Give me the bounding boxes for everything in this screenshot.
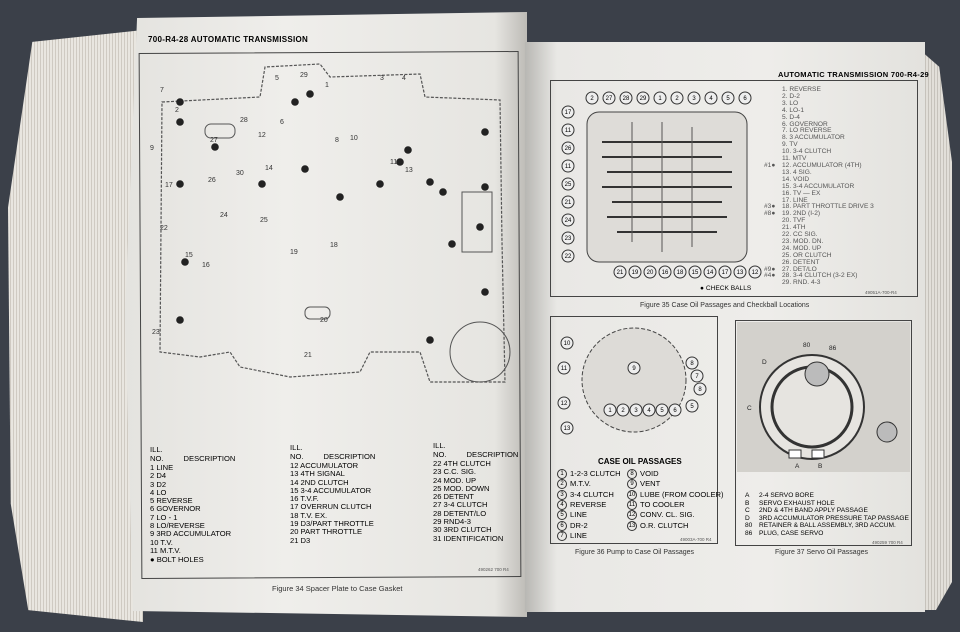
- diagram-callout: C: [747, 405, 752, 412]
- diagram-callout: 5: [275, 75, 279, 82]
- passage-item: [557, 531, 587, 541]
- legend-item-text: 22. CC SIG.: [782, 231, 818, 239]
- passage-number-circle: 4: [557, 500, 567, 510]
- legend-item: 7 LO - 1: [150, 512, 178, 522]
- servo-legend-key: D: [745, 514, 750, 522]
- case-oil-passages-diagram: [552, 82, 772, 282]
- servo-legend-item: [745, 500, 909, 508]
- bolt-hole: [426, 178, 434, 186]
- passage-text: O.R. CLUTCH: [640, 520, 689, 530]
- legend-item: 20 PART THROTTLE: [290, 527, 363, 537]
- callout-number: 20: [646, 270, 654, 276]
- passage-number-circle: 13: [628, 522, 636, 529]
- callout-number: 17: [564, 110, 572, 116]
- bolt-hole: [211, 143, 219, 151]
- passage-number-circle: 2: [557, 479, 567, 489]
- legend-item-text: 6. GOVERNOR: [782, 120, 828, 128]
- legend-ill-label: ILL.: [290, 443, 303, 452]
- diagram-callout: 7: [160, 87, 164, 94]
- callout-number: 16: [661, 270, 669, 276]
- callout-number: 2: [621, 408, 625, 414]
- legend-item: 30 3RD CLUTCH: [433, 525, 492, 535]
- diagram-callout: 6: [280, 119, 284, 126]
- servo-legend-key: B: [745, 499, 750, 507]
- legend-no-label: NO.: [290, 452, 304, 461]
- legend-item-text: 17. LINE: [782, 196, 808, 204]
- legend-item-text: 4. LO-1: [782, 106, 804, 114]
- passage-item: [627, 510, 695, 520]
- passage-text: LINE: [570, 530, 587, 540]
- legend-item-text: 19. 2ND (I-2): [782, 210, 821, 218]
- callout-number: 21: [564, 200, 572, 206]
- legend-desc-label: DESCRIPTION: [183, 454, 236, 463]
- bolt-hole: [396, 158, 404, 166]
- passage-item: [557, 490, 614, 500]
- diagram-callout: 17: [165, 182, 173, 189]
- legend-item: 26 DETENT: [433, 492, 474, 502]
- servo-legend-key: 80: [745, 522, 753, 530]
- legend-no-label: NO.: [433, 450, 447, 459]
- legend-no-label: NO.: [150, 454, 164, 463]
- bolt-hole: [481, 128, 489, 136]
- legend-item-text: 9. TV: [782, 141, 798, 149]
- callout-number: 24: [564, 218, 572, 224]
- servo-oil-passages-diagram: [737, 322, 910, 472]
- figure-35-id: 49051A-700-R4: [865, 290, 897, 295]
- callout-number: 28: [622, 96, 630, 102]
- passage-text: DR-2: [570, 520, 588, 530]
- callout-number: 21: [616, 270, 624, 276]
- diagram-callout: 10: [350, 135, 358, 142]
- legend-item-text: 2. D-2: [782, 92, 800, 100]
- checkball-marker: #9●: [764, 265, 776, 273]
- bolt-holes-legend: ● BOLT HOLES: [150, 555, 204, 565]
- diagram-callout: 86: [829, 345, 837, 352]
- legend-item-text: 14. VOID: [782, 175, 810, 183]
- servo-legend-text: 3RD ACCUMULATOR PRESSURE TAP PASSAGE: [759, 514, 909, 522]
- legend-item-text: 10. 3-4 CLUTCH: [782, 148, 832, 156]
- callout-number: 29: [639, 96, 647, 102]
- legend-ill-label: ILL.: [433, 441, 446, 450]
- legend-item: 16 T.V.F.: [290, 494, 319, 504]
- callout-number: 6: [673, 408, 677, 414]
- legend-header: [150, 445, 235, 463]
- passage-item: [557, 469, 621, 479]
- legend-item-text: 25. OR CLUTCH: [782, 251, 832, 259]
- legend-item-text: 8. 3 ACCUMULATOR: [782, 134, 845, 142]
- callout-number: 5: [660, 408, 664, 414]
- callout-number: 13: [563, 426, 571, 432]
- legend-item: 23 C.C. SIG.: [433, 467, 477, 477]
- passage-number-circle: 6: [557, 521, 567, 531]
- bolt-hole: [176, 316, 184, 324]
- legend-item: 4 LO: [150, 487, 167, 497]
- legend-item-text: 20. TVF: [782, 217, 806, 225]
- legend-item: 5 REVERSE: [150, 496, 193, 506]
- legend-item: [782, 280, 874, 287]
- callout-number: 11: [564, 128, 572, 134]
- diagram-callout: 27: [210, 137, 218, 144]
- figure-36-id: 49003A-700 R4: [680, 537, 712, 542]
- legend-item: 14 2ND CLUTCH: [290, 477, 349, 487]
- passage-text: LUBE (FROM COOLER): [640, 489, 724, 499]
- legend-column: [290, 443, 375, 545]
- legend-item-text: 23. MOD. DN.: [782, 237, 824, 245]
- legend-desc-label: DESCRIPTION: [323, 452, 376, 461]
- bolt-hole: [426, 336, 434, 344]
- legend-item-text: 26. DETENT: [782, 258, 820, 266]
- callout-number: 19: [631, 270, 639, 276]
- diagram-callout: 18: [330, 242, 338, 249]
- diagram-callout: 24: [220, 212, 228, 219]
- diagram-callout: 30: [236, 170, 244, 177]
- diagram-callout: 4: [402, 75, 406, 82]
- legend-item: 8 LO/REVERSE: [150, 521, 205, 531]
- passage-number-circle: 10: [628, 491, 636, 498]
- callout-number: 2: [675, 96, 679, 102]
- figure-37-id: 490259 700 R4: [872, 540, 903, 545]
- callout-number: 12: [560, 401, 568, 407]
- servo-legend-text: 2ND & 4TH BAND APPLY PASSAGE: [759, 507, 868, 515]
- legend-item: 22 4TH CLUTCH: [433, 459, 491, 468]
- legend-item: 15 3-4 ACCUMULATOR: [290, 485, 372, 495]
- passage-text: CONV. CL. SIG.: [640, 510, 695, 520]
- callout-number: 5: [690, 404, 694, 410]
- legend-item: 13 4TH SIGNAL: [290, 469, 345, 479]
- legend-item-text: 3. LO: [782, 99, 799, 107]
- bolt-hole: [404, 146, 412, 154]
- legend-item: 31 IDENTIFICATION: [433, 533, 504, 543]
- callout-number: 25: [564, 182, 572, 188]
- callout-number: 7: [695, 374, 699, 380]
- servo-legend-text: RETAINER & BALL ASSEMBLY, 3RD ACCUM.: [759, 522, 896, 530]
- bolt-hole: [481, 288, 489, 296]
- passage-number-circle: 1: [557, 469, 567, 479]
- bolt-hole: [291, 98, 299, 106]
- legend-item: 1 LINE: [150, 463, 174, 472]
- legend-no-desc: [290, 452, 375, 461]
- callout-number: 5: [726, 96, 730, 102]
- case-oil-passages-title: CASE OIL PASSAGES: [598, 457, 682, 466]
- passage-text: VOID: [640, 469, 659, 478]
- diagram-callout: 28: [240, 117, 248, 124]
- passage-number-circle: 11: [628, 501, 636, 508]
- bolt-hole: [336, 193, 344, 201]
- callout-number: 8: [690, 361, 694, 367]
- book-page-edges: [8, 30, 143, 622]
- bolt-hole: [181, 258, 189, 266]
- legend-item-text: 1. REVERSE: [782, 86, 821, 93]
- bolt-hole: [258, 180, 266, 188]
- legend-item: 29 RND4-3: [433, 517, 471, 527]
- passage-text: M.T.V.: [570, 479, 591, 489]
- legend-item: 12 ACCUMULATOR: [290, 461, 359, 470]
- legend-item: 18 T.V. EX.: [290, 510, 328, 520]
- callout-number: 11: [564, 164, 572, 170]
- legend-item: 28 DETENT/LO: [433, 508, 487, 518]
- callout-number: 3: [692, 96, 696, 102]
- diagram-callout: B: [818, 463, 823, 470]
- figure-34-caption: Figure 34 Spacer Plate to Case Gasket: [272, 584, 403, 593]
- callout-number: 1: [658, 96, 662, 102]
- legend-item: 21 D3: [290, 535, 311, 545]
- callout-number: 2: [590, 96, 594, 102]
- legend-desc-label: DESCRIPTION: [466, 450, 519, 459]
- diagram-callout: 21: [304, 352, 312, 359]
- servo-legend-text: PLUG, CASE SERVO: [759, 529, 824, 537]
- legend-item: 25 MOD. DOWN: [433, 483, 490, 493]
- figure-35-caption: Figure 35 Case Oil Passages and Checkball Locations: [640, 302, 810, 309]
- diagram-callout: 23: [152, 329, 160, 336]
- servo-legend-text: 2-4 SERVO BORE: [759, 492, 814, 499]
- diagram-callout: 15: [185, 252, 193, 259]
- diagram-callout: 20: [320, 317, 328, 324]
- passage-number-circle: 8: [627, 469, 637, 479]
- diagram-callout: 12: [258, 132, 266, 139]
- diagram-callout: 14: [265, 165, 273, 172]
- diagram-callout: 22: [160, 225, 168, 232]
- legend-item-text: 16. TV — EX: [782, 189, 821, 197]
- legend-item-text: 21. 4TH: [782, 224, 806, 232]
- passage-item: [557, 521, 588, 531]
- passage-number-circle: 7: [557, 531, 567, 541]
- callout-number: 4: [647, 408, 651, 414]
- spacer-plate-diagram: [140, 52, 520, 402]
- bolt-hole: [301, 165, 309, 173]
- passage-number-circle: 12: [628, 512, 636, 519]
- callout-number: 11: [560, 366, 568, 372]
- passage-text: 3-4 CLUTCH: [570, 489, 614, 499]
- servo-legend-item: [745, 522, 909, 530]
- legend-item: 11 M.T.V.: [150, 545, 181, 555]
- diagram-callout: 13: [405, 167, 413, 174]
- passage-item: [627, 479, 660, 489]
- diagram-callout: 8: [335, 137, 339, 144]
- check-balls-legend: ● CHECK BALLS: [700, 285, 752, 292]
- checkball-marker: #4●: [764, 272, 776, 280]
- servo-legend-key: C: [745, 507, 750, 515]
- diagram-callout: 16: [202, 262, 210, 269]
- servo-legend-text: SERVO EXHAUST HOLE: [759, 499, 835, 507]
- figure-34-id: 490262 700 R4: [478, 567, 509, 572]
- diagram-callout: 11: [390, 159, 398, 166]
- callout-number: 6: [743, 96, 747, 102]
- legend-item: 9 3RD ACCUMULATOR: [150, 529, 232, 539]
- legend-item: 10 T.V.: [150, 537, 173, 547]
- callout-number: 26: [564, 146, 572, 152]
- passage-item: [627, 500, 685, 510]
- servo-legend-item: [745, 507, 909, 515]
- legend-header: [290, 443, 375, 461]
- bolt-hole: [176, 118, 184, 126]
- legend-item: 27 3-4 CLUTCH: [433, 500, 488, 510]
- callout-number: 13: [736, 270, 744, 276]
- check-balls-label: CHECK BALLS: [705, 285, 752, 292]
- legend-item-text: 18. PART THROTTLE DRIVE 3: [782, 203, 874, 211]
- passage-number-circle: 9: [627, 479, 637, 489]
- legend-item-text: 5. D-4: [782, 113, 800, 121]
- checkball-marker: #1●: [764, 161, 776, 169]
- legend-item: 24 MOD. UP: [433, 475, 477, 485]
- bolt-hole: [448, 240, 456, 248]
- right-page-header: AUTOMATIC TRANSMISSION 700-R4-29: [778, 70, 930, 79]
- legend-item-text: 15. 3-4 ACCUMULATOR: [782, 182, 855, 190]
- callout-number: 18: [676, 270, 684, 276]
- legend-item: 3 D2: [150, 479, 167, 489]
- passage-item: [627, 469, 659, 479]
- callout-number: 17: [721, 270, 729, 276]
- passage-text: REVERSE: [570, 499, 607, 509]
- callout-number: 23: [564, 236, 572, 242]
- passage-item: [627, 490, 724, 500]
- bolt-hole: [176, 98, 184, 106]
- legend-item-text: 13. 4 SIG.: [782, 168, 812, 176]
- servo-legend-item: [745, 492, 909, 500]
- bolt-hole: [481, 183, 489, 191]
- bolt-holes-label: BOLT HOLES: [156, 555, 204, 565]
- callout-number: 3: [634, 408, 638, 414]
- legend-item-text: 29. RND. 4-3: [782, 279, 821, 287]
- pump-to-case-diagram: [552, 318, 716, 453]
- passage-text: TO COOLER: [640, 499, 685, 509]
- figure-36-caption: Figure 36 Pump to Case Oil Passages: [575, 549, 695, 556]
- bolt-hole: [376, 180, 384, 188]
- bolt-hole: [476, 223, 484, 231]
- passage-item: [557, 500, 606, 510]
- diagram-callout: 26: [208, 177, 216, 184]
- callout-number: 8: [698, 387, 702, 393]
- legend-item-text: 24. MOD. UP: [782, 244, 822, 252]
- legend-no-desc: [433, 450, 518, 459]
- callout-number: 22: [564, 254, 572, 260]
- diagram-callout: 1: [325, 82, 329, 89]
- bolt-hole: [176, 180, 184, 188]
- checkball-marker: #8●: [764, 210, 776, 218]
- legend-item: 19 D3/PART THROTTLE: [290, 519, 374, 529]
- diagram-callout: 3: [380, 75, 384, 82]
- callout-number: 1: [608, 408, 612, 414]
- legend-ill-label: ILL.: [150, 445, 163, 454]
- callout-number: 9: [632, 366, 636, 372]
- legend-item-text: 11. MTV: [782, 155, 807, 163]
- legend-item-text: 28. 3-4 CLUTCH (3-2 EX): [782, 272, 858, 280]
- legend-item: 17 OVERRUN CLUTCH: [290, 502, 372, 512]
- bolt-hole: [439, 188, 447, 196]
- servo-legend-item: [745, 530, 909, 538]
- passage-text: 1-2-3 CLUTCH: [570, 469, 621, 478]
- figure-37-caption: Figure 37 Servo Oil Passages: [775, 549, 868, 556]
- diagram-callout: D: [762, 359, 767, 366]
- diagram-callout: 2: [175, 107, 179, 114]
- callout-number: 4: [709, 96, 713, 102]
- legend-item: 6 GOVERNOR: [150, 504, 201, 514]
- passage-item: [557, 510, 587, 520]
- legend-item-text: 12. ACCUMULATOR (4TH): [782, 161, 862, 169]
- legend-item-text: 27. DET/LO: [782, 265, 817, 273]
- diagram-callout: 9: [150, 145, 154, 152]
- legend-item-text: 7. LO REVERSE: [782, 127, 832, 135]
- diagram-callout: 19: [290, 249, 298, 256]
- passage-text: VENT: [640, 479, 661, 489]
- callout-number: 12: [751, 270, 759, 276]
- legend-no-desc: [150, 454, 235, 463]
- bolt-hole: [306, 90, 314, 98]
- callout-number: 14: [706, 270, 714, 276]
- passage-text: LINE: [570, 510, 587, 520]
- servo-legend-key: A: [745, 492, 750, 499]
- legend-item: 2 D4: [150, 471, 167, 481]
- passage-number-circle: 5: [557, 510, 567, 520]
- legend-column: [150, 445, 235, 565]
- servo-legend-key: 86: [745, 529, 753, 537]
- legend-header: [433, 441, 518, 459]
- legend-column: [433, 441, 518, 543]
- servo-legend-item: [745, 515, 909, 523]
- callout-number: 27: [605, 96, 613, 102]
- callout-number: 15: [691, 270, 699, 276]
- diagram-callout: 25: [260, 217, 268, 224]
- passage-number-circle: 3: [557, 490, 567, 500]
- left-page-header: 700-R4-28 AUTOMATIC TRANSMISSION: [148, 35, 309, 44]
- diagram-callout: A: [795, 463, 800, 470]
- passage-item: [557, 479, 591, 489]
- callout-number: 10: [563, 341, 571, 347]
- passage-item: [627, 521, 689, 531]
- diagram-callout: 80: [803, 342, 811, 349]
- checkball-marker: #3●: [764, 203, 776, 211]
- diagram-callout: 29: [300, 72, 308, 79]
